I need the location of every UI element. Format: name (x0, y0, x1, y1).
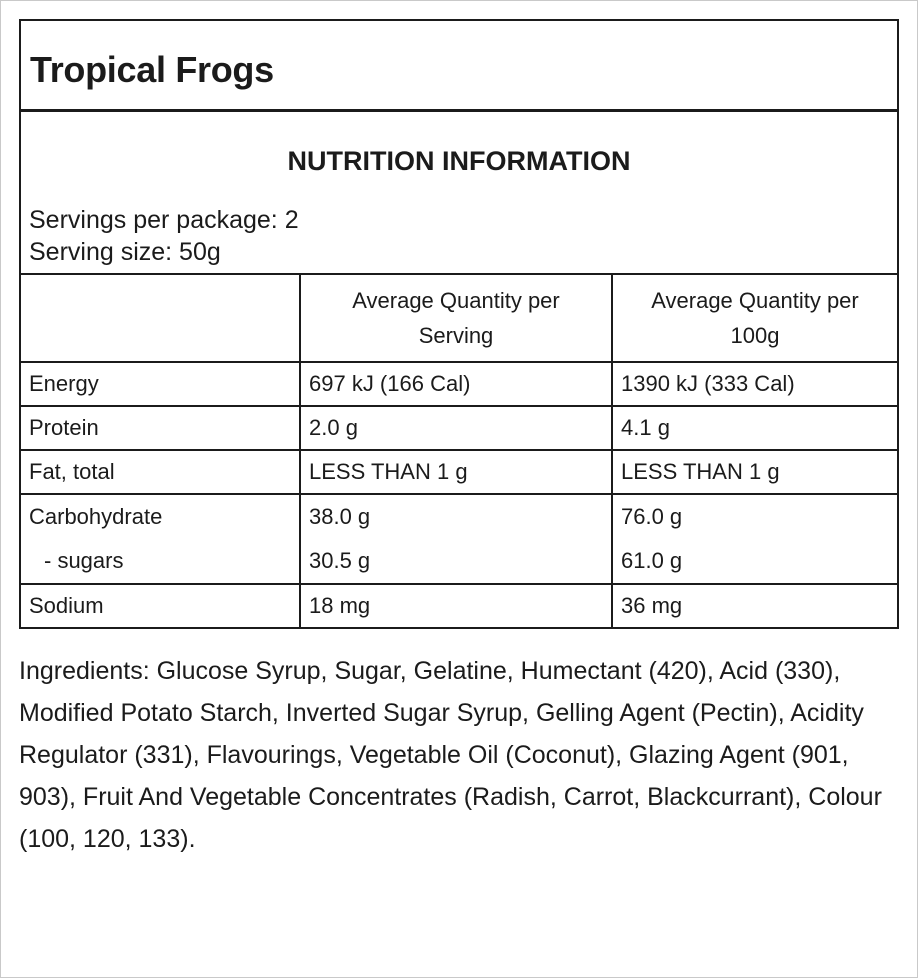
header-per-serving: Average Quantity per Serving (300, 275, 612, 362)
nutrition-table (21, 275, 897, 627)
per-100g-group (612, 494, 897, 584)
per-100g-value: LESS THAN 1 g (612, 450, 897, 494)
table-row-protein (21, 406, 897, 450)
carbohydrate-per-serving: 38.0 g (309, 504, 371, 529)
row-label: Protein (21, 406, 300, 450)
carbohydrate-label: Carbohydrate (29, 504, 163, 529)
table-row-sodium (21, 584, 897, 627)
table-row-fat (21, 450, 897, 494)
product-title: Tropical Frogs (21, 21, 897, 112)
row-label: Sodium (21, 584, 300, 627)
header-per-100g: Average Quantity per 100g (612, 275, 897, 362)
row-label: Energy (21, 362, 300, 406)
per-100g-value: 4.1 g (612, 406, 897, 450)
per-serving-value: LESS THAN 1 g (300, 450, 612, 494)
table-row-energy (21, 362, 897, 406)
per-100g-value: 1390 kJ (333 Cal) (612, 362, 897, 406)
serving-size: Serving size: 50g (29, 238, 221, 266)
per-serving-value: 2.0 g (300, 406, 612, 450)
header-blank-cell (21, 275, 300, 362)
ingredients-text: Ingredients: Glucose Syrup, Sugar, Gelatine, Humectant (420), Acid (330), Modified Potato Starch, Inverted Sugar Syrup, Gelling Agent (Pectin), Acidity Regulator (331), Flavourings, Vegetable Oil (Coconut), Glazing Agent (901, 903), Fruit And Vegetable Concentrates (Radish, Carrot, Blackcurrant), Colour (100, 120, 133). (19, 657, 882, 853)
nutrition-heading: NUTRITION INFORMATION (287, 146, 631, 176)
sugars-label: - sugars (44, 548, 124, 573)
per-100g-value: 36 mg (612, 584, 897, 627)
sugars-per-100g: 61.0 g (621, 548, 683, 573)
carbohydrate-per-100g: 76.0 g (621, 504, 683, 529)
nutrition-panel (19, 19, 899, 629)
table-row-carbohydrate (21, 494, 897, 584)
table-header-row (21, 275, 897, 362)
per-serving-value: 18 mg (300, 584, 612, 627)
row-label-group (21, 494, 300, 584)
nutrition-header (21, 112, 897, 275)
servings-per-package: Servings per package: 2 (29, 206, 299, 234)
sugars-per-serving: 30.5 g (309, 548, 371, 573)
per-serving-value: 697 kJ (166 Cal) (300, 362, 612, 406)
per-serving-group (300, 494, 612, 584)
servings-info (29, 204, 299, 268)
row-label: Fat, total (21, 450, 300, 494)
